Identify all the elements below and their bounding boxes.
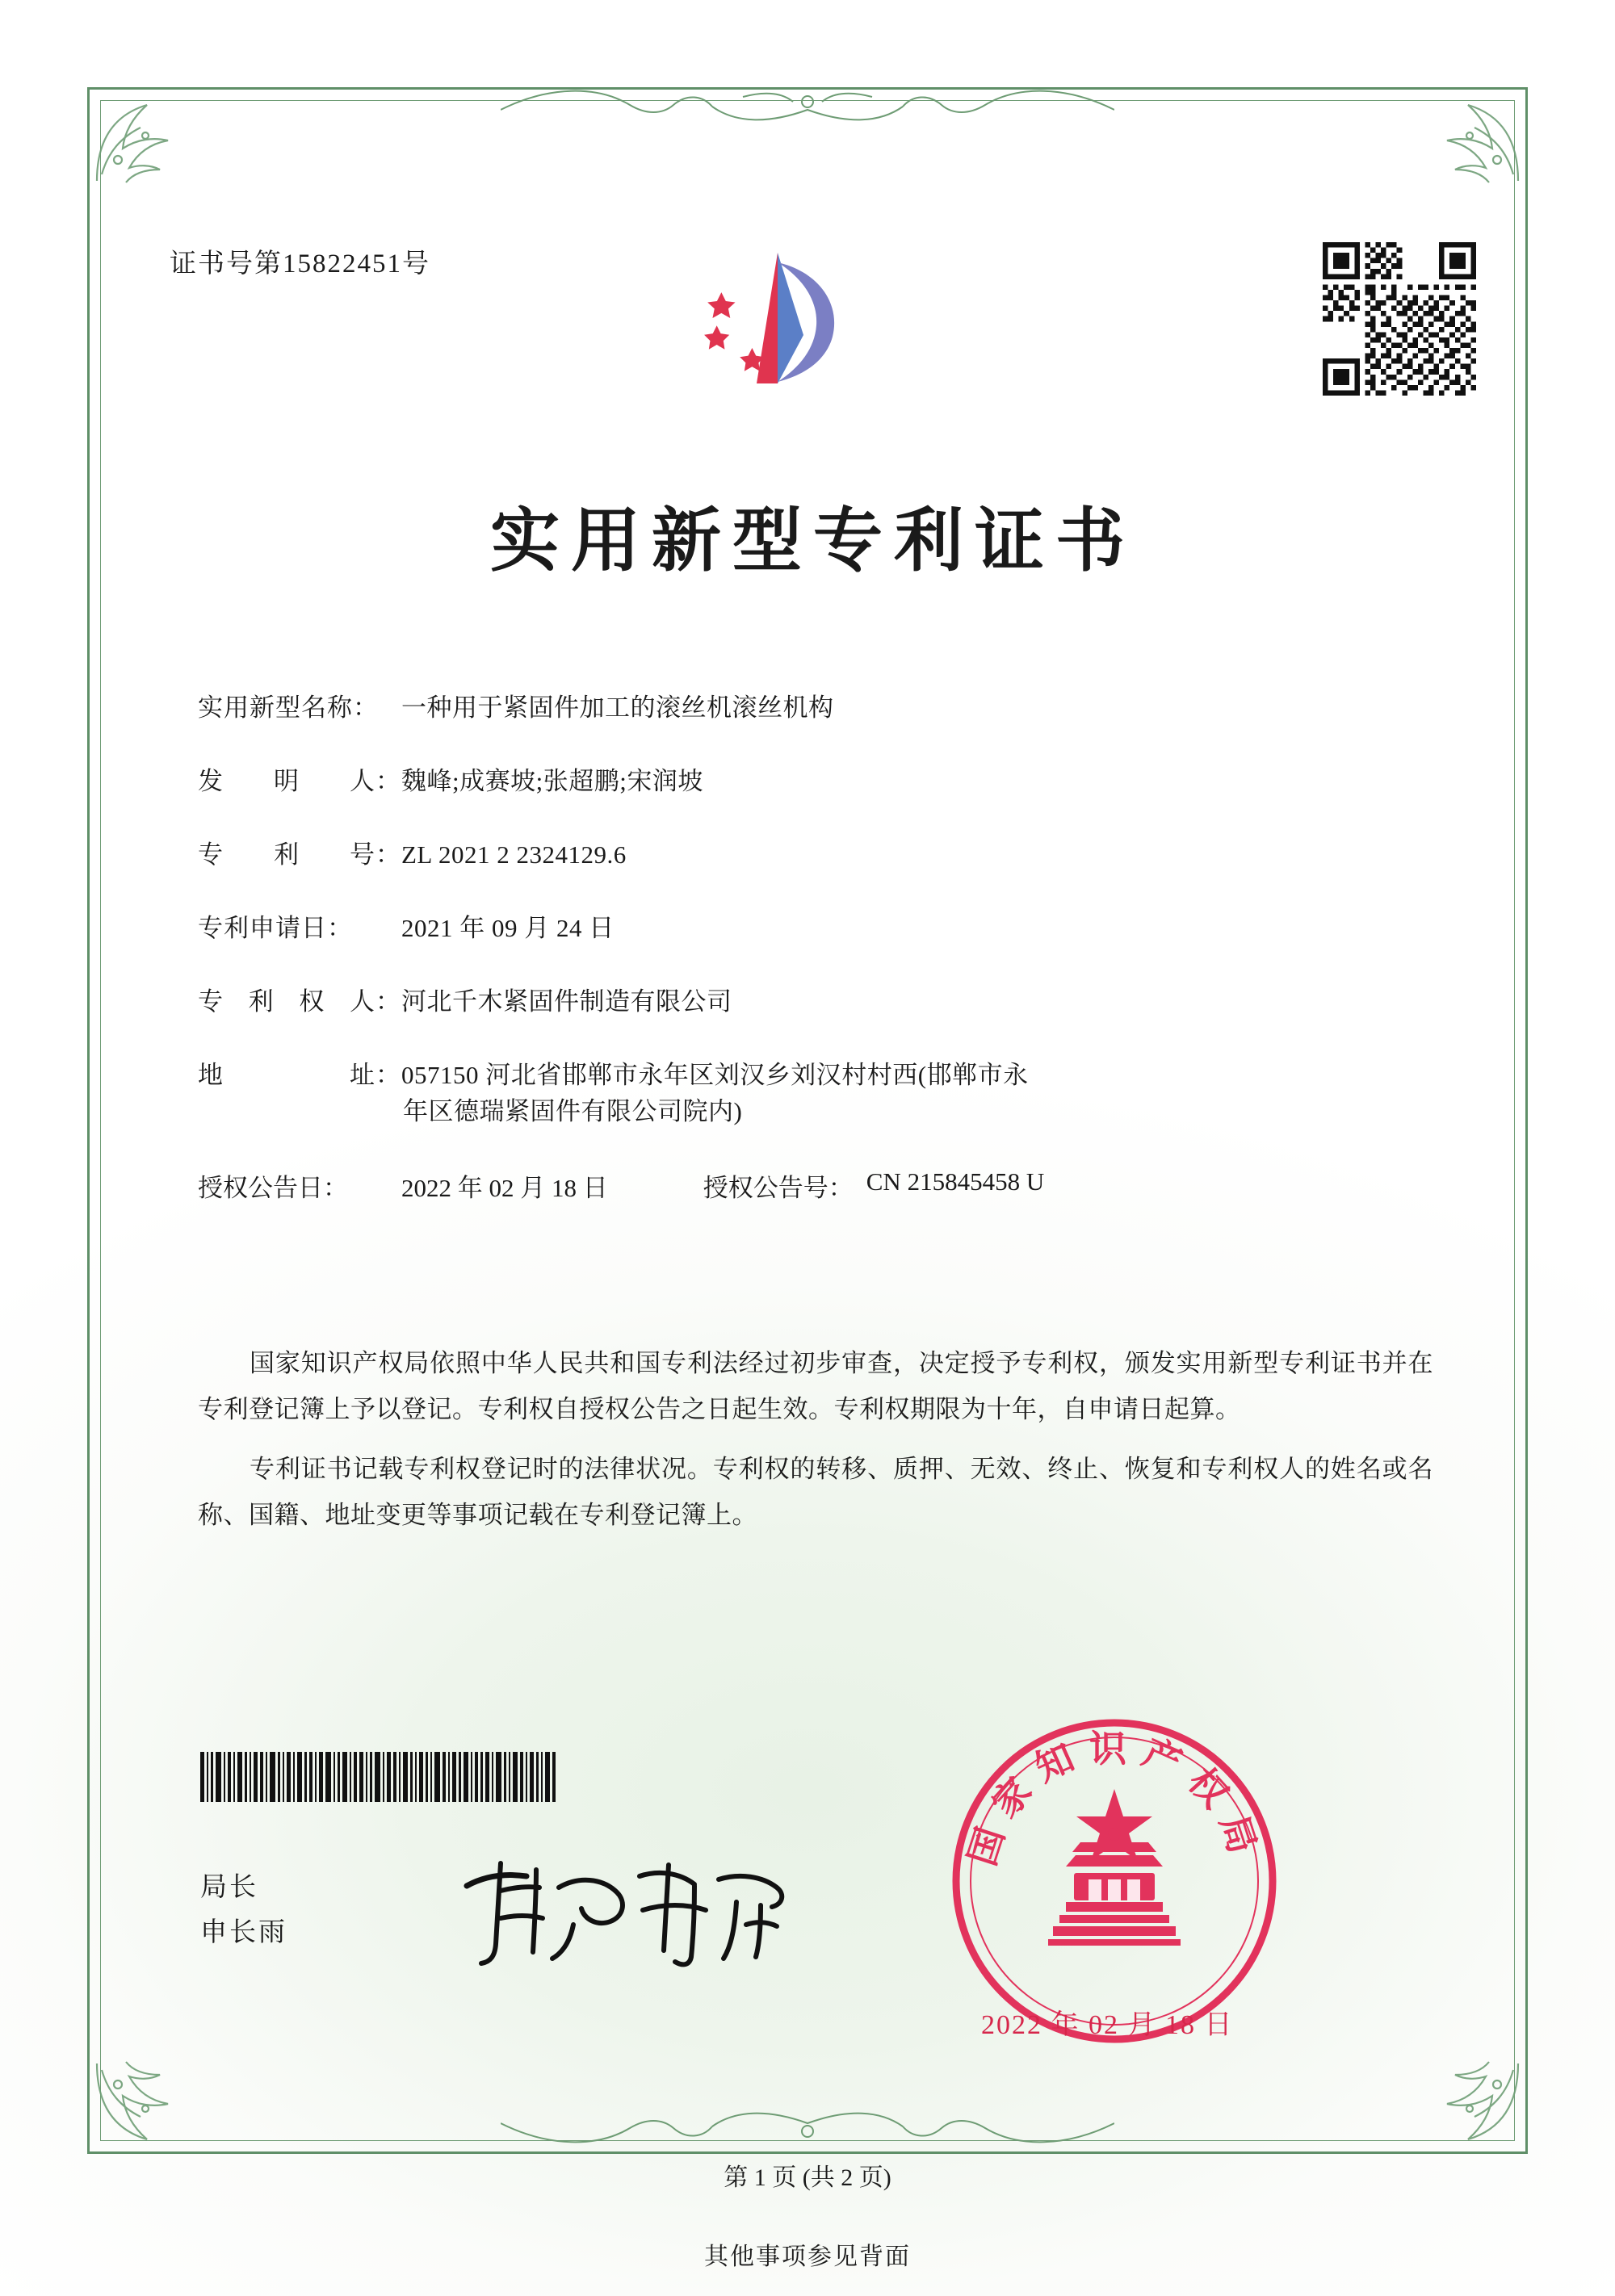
- field-value: 魏峰;成赛坡;张超鹏;宋润坡: [401, 766, 703, 795]
- top-flourish-icon: [501, 78, 1114, 134]
- official-seal: [945, 1712, 1284, 2051]
- field-application-date: [198, 911, 1425, 947]
- corner-ornament-icon: [1428, 90, 1525, 187]
- field-label: [198, 984, 401, 1020]
- field-label: [198, 764, 401, 800]
- cnipa-logo-icon: [682, 238, 876, 416]
- field-label-char: 号：: [350, 840, 401, 869]
- barcode: [200, 1752, 612, 1802]
- field-label-char: 地: [198, 1060, 224, 1089]
- svg-text:国家知识产权局: 国家知识产权局: [959, 1727, 1269, 1871]
- grant-number-label: 授权公告号：: [703, 1173, 854, 1202]
- field-label-char: 专: [198, 840, 224, 869]
- certificate-fields: [198, 690, 1425, 1228]
- field-utility-model-name: [198, 690, 1425, 727]
- legal-paragraph-2: 专利证书记载专利权登记时的法律状况。专利权的转移、质押、无效、终止、恢复和专利权人的姓名或名称、国籍、地址变更等事项记载在专利登记簿上。: [198, 1454, 1433, 1530]
- field-value: 2021 年 09 月 24 日: [401, 913, 615, 942]
- seal-date: 2022 年 02 月 18 日: [981, 2010, 1234, 2040]
- field-label: [198, 837, 401, 874]
- director-label: 局长: [200, 1873, 258, 1902]
- field-label-char: 人：: [350, 766, 401, 795]
- page-title: 实用新型专利证书: [490, 500, 1136, 581]
- corner-ornament-icon: [1428, 2057, 1525, 2154]
- field-address: [198, 1058, 1425, 1130]
- address-line-1: 057150 河北省邯郸市永年区刘汉乡刘汉村村西(邯郸市永: [401, 1060, 1029, 1089]
- field-label-char: 址：: [350, 1060, 401, 1089]
- corner-ornament-icon: [90, 90, 187, 187]
- legal-text: [198, 1340, 1433, 1551]
- field-label-char: 人：: [349, 987, 401, 1016]
- field-value: 一种用于紧固件加工的滚丝机滚丝机构: [401, 693, 834, 722]
- director-block: [200, 1865, 287, 1955]
- qr-code: [1323, 242, 1476, 396]
- field-label: 专利申请日：: [198, 913, 353, 942]
- field-label-char: 权: [299, 987, 325, 1016]
- field-value: [401, 1058, 1425, 1130]
- field-label-char: 发: [198, 766, 224, 795]
- field-inventors: [198, 764, 1425, 800]
- field-label-char: 利: [274, 840, 300, 869]
- footnote: 其他事项参见背面: [704, 2244, 911, 2270]
- field-grant-announcement: [198, 1167, 1425, 1204]
- field-value: ZL 2021 2 2324129.6: [401, 840, 627, 869]
- grant-number-value: CN 215845458 U: [866, 1167, 1045, 1196]
- field-label-char: 明: [274, 766, 300, 795]
- field-value: 河北千木紧固件制造有限公司: [401, 987, 732, 1016]
- field-label: 实用新型名称：: [198, 693, 379, 722]
- address-line-2: 年区德瑞紧固件有限公司院内): [403, 1096, 743, 1125]
- field-label-char: 专: [198, 987, 224, 1016]
- field-patent-number: [198, 837, 1425, 874]
- field-label-char: 利: [248, 987, 275, 1016]
- bottom-flourish-icon: [501, 2099, 1114, 2156]
- field-patentee: [198, 984, 1425, 1020]
- field-label: [198, 1058, 401, 1094]
- grant-date-value: 2022 年 02 月 18 日: [401, 1173, 608, 1202]
- certificate-number: 证书号第15822451号: [170, 249, 430, 279]
- page-number: 第 1 页 (共 2 页): [724, 2164, 891, 2191]
- corner-ornament-icon: [90, 2057, 187, 2154]
- legal-paragraph-1: 国家知识产权局依照中华人民共和国专利法经过初步审查，决定授予专利权，颁发实用新型专利证书并在专利登记簿上予以登记。专利权自授权公告之日起生效。专利权期限为十年，自申请日起算。: [198, 1349, 1433, 1424]
- handwritten-signature: [452, 1841, 791, 1978]
- director-name: 申长雨: [200, 1918, 287, 1948]
- grant-date-label: 授权公告日：: [198, 1173, 348, 1202]
